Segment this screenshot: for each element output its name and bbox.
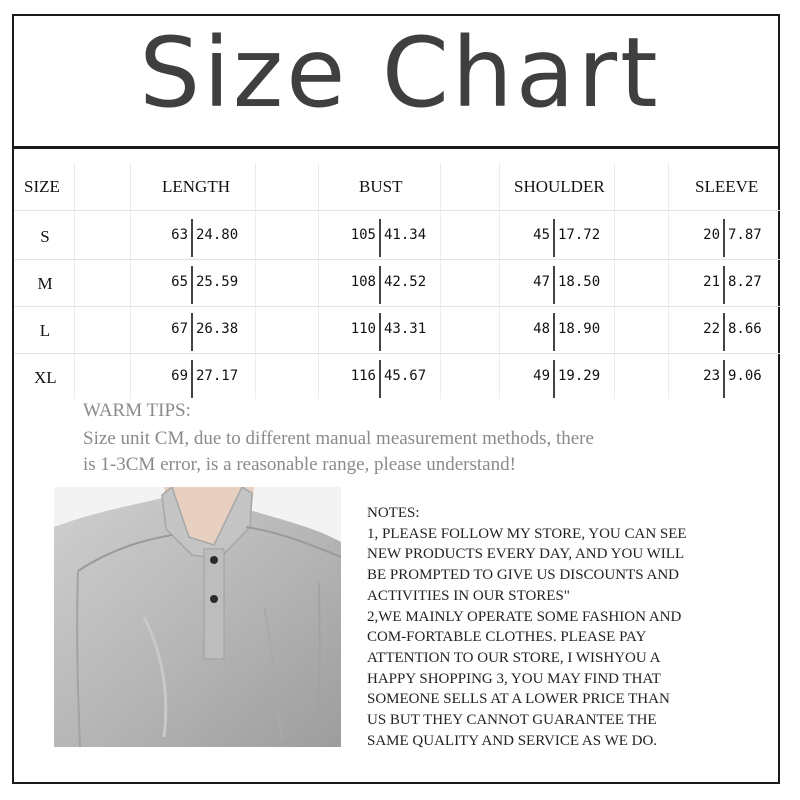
shoulder-in: 19.29: [558, 368, 601, 384]
length-cm: 69: [171, 368, 188, 384]
henley-shirt-image: [54, 487, 341, 747]
notes-line: NOTES:: [367, 505, 420, 521]
length-cm: 67: [171, 321, 188, 337]
length-in: 24.80: [196, 227, 239, 243]
notes-line: SOMEONE SELLS AT A LOWER PRICE THAN: [367, 691, 670, 708]
warm-tips-text: [83, 426, 763, 478]
warm-tips-line: is 1-3CM error, is a reasonable range, please understand!: [83, 454, 516, 475]
table-row: [14, 354, 780, 401]
length-cm: 65: [171, 274, 188, 290]
page-title: Size Chart: [139, 17, 661, 129]
length-in: 26.38: [196, 321, 239, 337]
cell-divider: [191, 313, 193, 351]
size-label: XL: [34, 368, 57, 387]
cell-divider: [379, 266, 381, 304]
shoulder-cm: 49: [533, 368, 550, 384]
warm-tips-heading: WARM TIPS:: [83, 400, 191, 421]
notes-block: [367, 503, 767, 751]
shoulder-cm: 47: [533, 274, 550, 290]
cell-divider: [191, 266, 193, 304]
notes-line: 1, PLEASE FOLLOW MY STORE, YOU CAN SEE: [367, 525, 687, 542]
bust-in: 41.34: [384, 227, 427, 243]
cell-divider: [723, 313, 725, 351]
sleeve-cm: 21: [703, 274, 720, 290]
notes-line: NEW PRODUCTS EVERY DAY, AND YOU WILL: [367, 546, 685, 563]
length-in: 25.59: [196, 274, 239, 290]
bust-cm: 110: [350, 321, 376, 337]
header-size: SIZE: [24, 177, 60, 196]
sleeve-cm: 20: [703, 227, 720, 243]
shoulder-cm: 45: [533, 227, 550, 243]
length-in: 27.17: [196, 368, 239, 384]
cell-divider: [553, 313, 555, 351]
table-header-row: [14, 163, 780, 210]
sleeve-cm: 23: [703, 368, 720, 384]
sleeve-in: 7.87: [728, 227, 762, 243]
bust-in: 45.67: [384, 368, 427, 384]
bust-in: 43.31: [384, 321, 427, 337]
header-length: LENGTH: [162, 177, 230, 196]
notes-line: BE PROMPTED TO GIVE US DISCOUNTS AND: [367, 567, 679, 584]
sleeve-in: 8.66: [728, 321, 762, 337]
header-shoulder: SHOULDER: [514, 177, 605, 196]
sleeve-in: 9.06: [728, 368, 762, 384]
cell-divider: [553, 266, 555, 304]
cell-divider: [191, 360, 193, 398]
header-sleeve: SLEEVE: [695, 177, 759, 196]
header-bust: BUST: [359, 177, 403, 196]
cell-divider: [379, 313, 381, 351]
size-label: M: [37, 274, 53, 293]
size-label: S: [40, 227, 50, 246]
title-separator: [14, 146, 778, 149]
bust-cm: 108: [350, 274, 376, 290]
shoulder-cm: 48: [533, 321, 550, 337]
length-cm: 63: [171, 227, 188, 243]
cell-divider: [723, 266, 725, 304]
cell-divider: [379, 219, 381, 257]
sleeve-cm: 22: [703, 321, 720, 337]
table-row: [14, 260, 780, 307]
bust-in: 42.52: [384, 274, 427, 290]
sleeve-in: 8.27: [728, 274, 762, 290]
notes-line: SAME QUALITY AND SERVICE AS WE DO.: [367, 732, 658, 749]
cell-divider: [723, 360, 725, 398]
shoulder-in: 18.50: [558, 274, 601, 290]
warm-tips-line: Size unit CM, due to different manual measurement methods, there: [83, 428, 594, 449]
notes-line: US BUT THEY CANNOT GUARANTEE THE: [367, 712, 657, 729]
notes-line: 2,WE MAINLY OPERATE SOME FASHION AND: [367, 608, 682, 625]
cell-divider: [723, 219, 725, 257]
shoulder-in: 17.72: [558, 227, 601, 243]
cell-divider: [553, 360, 555, 398]
row-divider: [14, 210, 780, 211]
cell-divider: [191, 219, 193, 257]
size-label: L: [39, 321, 51, 340]
notes-line: ATTENTION TO OUR STORE, I WISHYOU A: [367, 649, 661, 666]
notes-line: ACTIVITIES IN OUR STORES": [367, 587, 570, 604]
cell-divider: [553, 219, 555, 257]
cell-divider: [379, 360, 381, 398]
table-row: [14, 213, 780, 260]
notes-line: HAPPY SHOPPING 3, YOU MAY FIND THAT: [367, 670, 661, 687]
notes-line: COM-FORTABLE CLOTHES. PLEASE PAY: [367, 629, 647, 646]
shoulder-in: 18.90: [558, 321, 601, 337]
table-row: [14, 307, 780, 354]
bust-cm: 105: [350, 227, 376, 243]
bust-cm: 116: [350, 368, 376, 384]
